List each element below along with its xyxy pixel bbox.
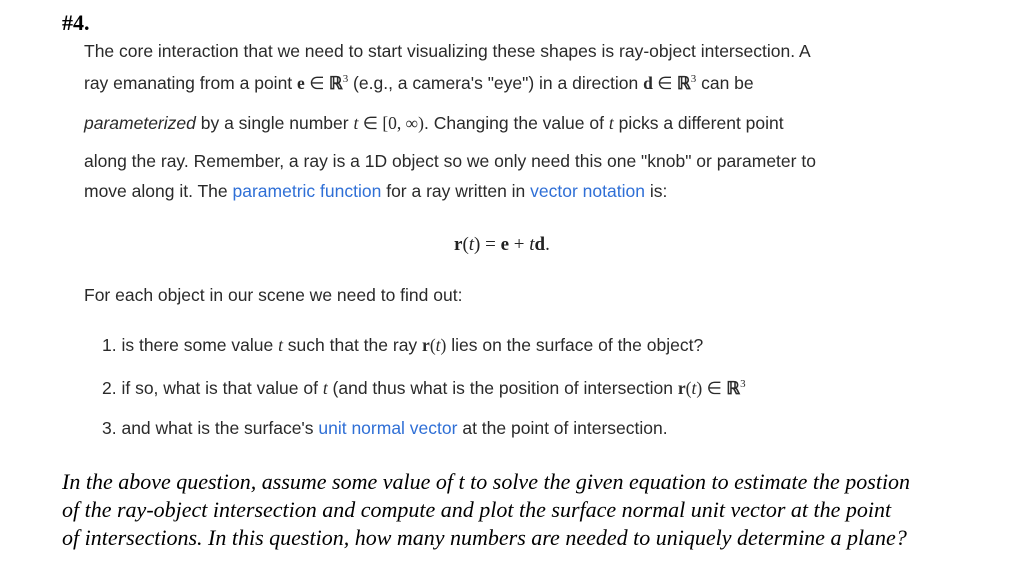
list-item-1 [102, 335, 703, 356]
parametric-function-link[interactable]: parametric function [232, 181, 382, 201]
text-run: (and thus what is the position of intersection [327, 378, 678, 398]
unit-normal-vector-link[interactable]: unit normal vector [318, 418, 458, 438]
math-sup: 3 [740, 378, 746, 391]
math-equals: ) = [474, 234, 501, 255]
math-in: ∈ [702, 378, 727, 398]
math-in: ∈ [652, 73, 677, 93]
para1-line4: along the ray. Remember, a ray is a 1D object so we only need this one "knob" or parameter to [84, 151, 816, 171]
text-run: 3. and what is the surface's [102, 418, 319, 438]
text-run: move along it. The [84, 181, 233, 201]
math-plus: + [509, 234, 530, 255]
emphasis-text: parameterized [84, 113, 196, 133]
math-paren: ) [440, 335, 447, 355]
math-t: t [608, 113, 614, 133]
math-d: d [534, 234, 546, 255]
math-d: d [643, 73, 653, 93]
math-r: r [422, 335, 430, 355]
math-reals: ℝ [676, 73, 691, 93]
math-t: t [353, 113, 359, 133]
math-r: r [677, 378, 686, 398]
math-paren: ( [462, 234, 469, 255]
math-t: t [435, 335, 441, 355]
text-run: by a single number [195, 113, 354, 133]
text-run: at the point of intersection. [457, 418, 668, 438]
math-e: e [297, 73, 305, 93]
text-run: . Changing the value of [423, 113, 609, 133]
math-period: . [545, 234, 550, 255]
math-paren: ( [429, 335, 436, 355]
math-t: t [322, 378, 328, 398]
math-r: r [454, 234, 463, 255]
text-run: ray emanating from a point [84, 73, 298, 93]
math-in: ∈ [358, 113, 383, 133]
math-paren: ) [696, 378, 703, 398]
list-item-3 [102, 418, 668, 439]
math-e: e [500, 234, 510, 255]
list-item-2 [102, 378, 746, 399]
math-reals: ℝ [726, 378, 741, 398]
math-t: t [529, 234, 535, 255]
text-run: for a ray written in [381, 181, 531, 201]
question-line2: of the ray-object intersection and compute and plot the surface normal unit vector at the point [62, 497, 892, 522]
math-paren: ( [685, 378, 692, 398]
math-in: ∈ [304, 73, 329, 93]
text-run: (e.g., a camera's "eye") in a direction [348, 73, 644, 93]
para1-line5 [84, 181, 667, 202]
vector-notation-link[interactable]: vector notation [530, 181, 645, 201]
question-line1: In the above question, assume some value of t to solve the given equation to estimate the postion [62, 469, 911, 494]
para2: For each object in our scene we need to find out: [84, 285, 463, 305]
ray-equation [454, 234, 550, 256]
math-t: t [468, 234, 475, 255]
math-sup: 3 [690, 73, 697, 86]
text-run: lies on the surface of the object? [446, 335, 704, 355]
question-line3: of intersections. In this question, how many numbers are needed to uniquely determine a plane? [62, 525, 907, 550]
math-reals: ℝ [328, 73, 343, 93]
math-t: t [691, 378, 697, 398]
text-run: such that the ray [282, 335, 423, 355]
para1-line3 [84, 113, 784, 134]
text-run: 2. if so, what is that value of [102, 378, 323, 398]
text-run: picks a different point [613, 113, 784, 133]
math-sup: 3 [342, 73, 349, 86]
text-run: 1. is there some value [102, 335, 279, 355]
math-t: t [278, 335, 283, 355]
para1-line2 [84, 73, 754, 94]
math-interval: [0, ∞) [382, 113, 424, 133]
problem-number: #4. [62, 10, 90, 35]
para1-line1: The core interaction that we need to start visualizing these shapes is ray-object intersection. A [84, 41, 811, 61]
text-run: is: [644, 181, 668, 201]
text-run: can be [696, 73, 754, 93]
